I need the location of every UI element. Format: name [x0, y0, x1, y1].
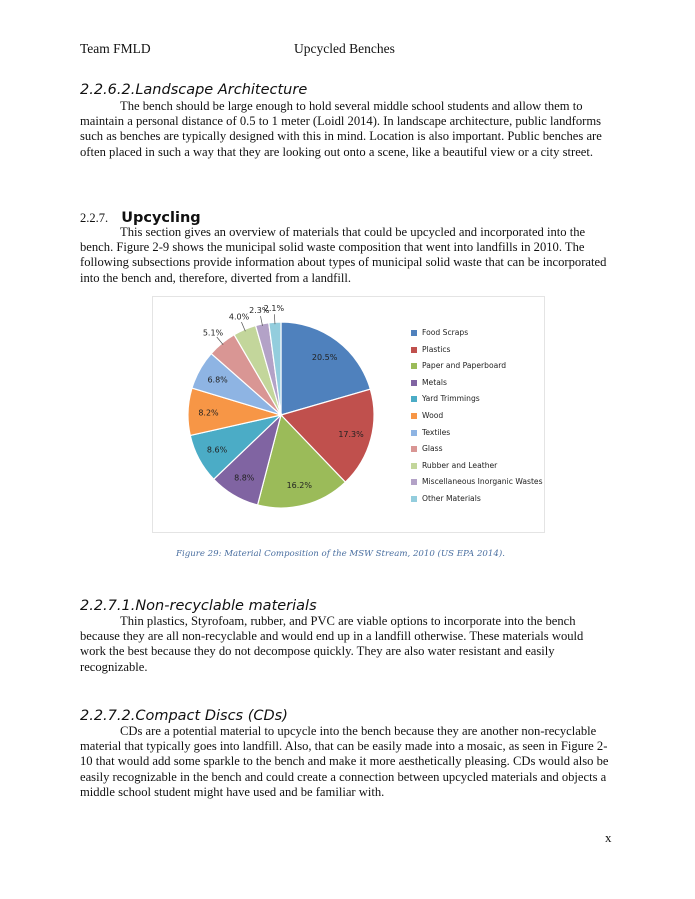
legend-item	[411, 428, 450, 437]
data-label: 17.3%	[338, 429, 364, 439]
section-heading-upcycling	[80, 207, 201, 226]
legend-label: Textiles	[422, 427, 451, 437]
legend-swatch	[411, 479, 417, 485]
legend-item	[411, 378, 447, 387]
data-label: 5.1%	[202, 328, 224, 338]
legend-item	[411, 444, 443, 453]
data-label: 16.2%	[286, 481, 312, 491]
legend-label: Rubber and Leather	[422, 460, 498, 470]
legend-swatch	[411, 430, 417, 436]
legend-label: Yard Trimmings	[422, 394, 480, 404]
section-heading-nonrecyclable: 2.2.7.1.Non-recyclable materials	[80, 598, 317, 614]
legend-item	[411, 328, 468, 337]
page-number: x	[605, 830, 612, 845]
pie-chart-figure	[152, 296, 545, 533]
legend-swatch	[411, 446, 417, 452]
legend-item	[411, 345, 451, 354]
header-left: Team FMLD	[80, 41, 151, 56]
legend-swatch	[411, 413, 417, 419]
legend-label: Food Scraps	[422, 328, 469, 337]
legend-label: Miscellaneous Inorganic Wastes	[422, 477, 543, 487]
legend-label: Other Materials	[422, 494, 481, 503]
paragraph-upcycling: This section gives an overview of materials that could be upcycled and incorporated into the bench. Figure 2-9 shows the municipal solid waste composition that went into landfills in 2010. The following subsections provide information about types of municipal solid waste that can be incorporated into the bench and, therefore, diverted from a landfill.	[80, 225, 607, 285]
data-label: 8.6%	[206, 445, 228, 455]
header-center: Upcycled Benches	[294, 41, 395, 56]
legend-label: Metals	[422, 377, 447, 387]
section-heading-cds: 2.2.7.2.Compact Discs (CDs)	[80, 708, 288, 724]
legend-swatch	[411, 496, 417, 502]
legend-item	[411, 477, 543, 486]
section-number: 2.2.7.	[80, 211, 109, 225]
legend-label: Glass	[422, 444, 443, 454]
leader-line	[217, 337, 223, 345]
legend-item	[411, 361, 506, 370]
legend-swatch	[411, 363, 417, 369]
pie-chart	[153, 297, 544, 532]
legend-swatch	[411, 396, 417, 402]
legend-swatch	[411, 463, 417, 469]
legend-label: Wood	[422, 411, 444, 420]
legend-label: Paper and Paperboard	[422, 361, 507, 371]
section-heading-landscape: 2.2.6.2.Landscape Architecture	[80, 82, 308, 98]
figure-caption: Figure 29: Material Composition of the MSW Stream, 2010 (US EPA 2014).	[176, 549, 505, 559]
data-label: 8.8%	[234, 473, 255, 483]
legend-item	[411, 394, 480, 403]
paragraph-landscape: The bench should be large enough to hold several middle school students and allow them to maintain a personal distance of 0.5 to 1 meter (Loidl 2014). In landscape architecture, public landforms such as benches are typically designed with this in mind. Location is also important. Public benches are often placed in such a way that they are looking out onto a scene, like a beautiful view or a city street.	[80, 99, 602, 159]
legend-item	[411, 411, 443, 420]
legend-swatch	[411, 380, 417, 386]
data-label: 6.8%	[207, 375, 228, 385]
data-label: 2.3%	[249, 306, 270, 316]
legend-item	[411, 494, 481, 503]
legend-swatch	[411, 347, 417, 353]
data-label: 8.2%	[198, 408, 219, 418]
legend-swatch	[411, 330, 417, 336]
data-label: 2.1%	[263, 304, 285, 314]
legend-item	[411, 461, 497, 470]
paragraph-cds: CDs are a potential material to upcycle into the bench because they are another non-recyclable material that typically goes into landfill. Also, that can be easily made into a mosaic, as seen in Figure 2-10 that would add some sparkle to the bench and make it more aesthetically pleasing. CDs would also be easily recognizable in the bench and could create a connection between upcycled materials and objects a middle school student might have used and be familiar with.	[80, 724, 609, 799]
paragraph-nonrecyclable: Thin plastics, Styrofoam, rubber, and PVC are viable options to incorporate into the bench because they are all non-recyclable and would end up in a landfill otherwise. These materials would work the best because they do not decompose quickly. They are also water resistant and easily recognizable.	[80, 614, 584, 674]
legend-label: Plastics	[422, 344, 451, 354]
data-label: 4.0%	[228, 312, 250, 322]
data-label: 20.5%	[311, 353, 338, 363]
section-title: Upcycling	[121, 210, 201, 226]
